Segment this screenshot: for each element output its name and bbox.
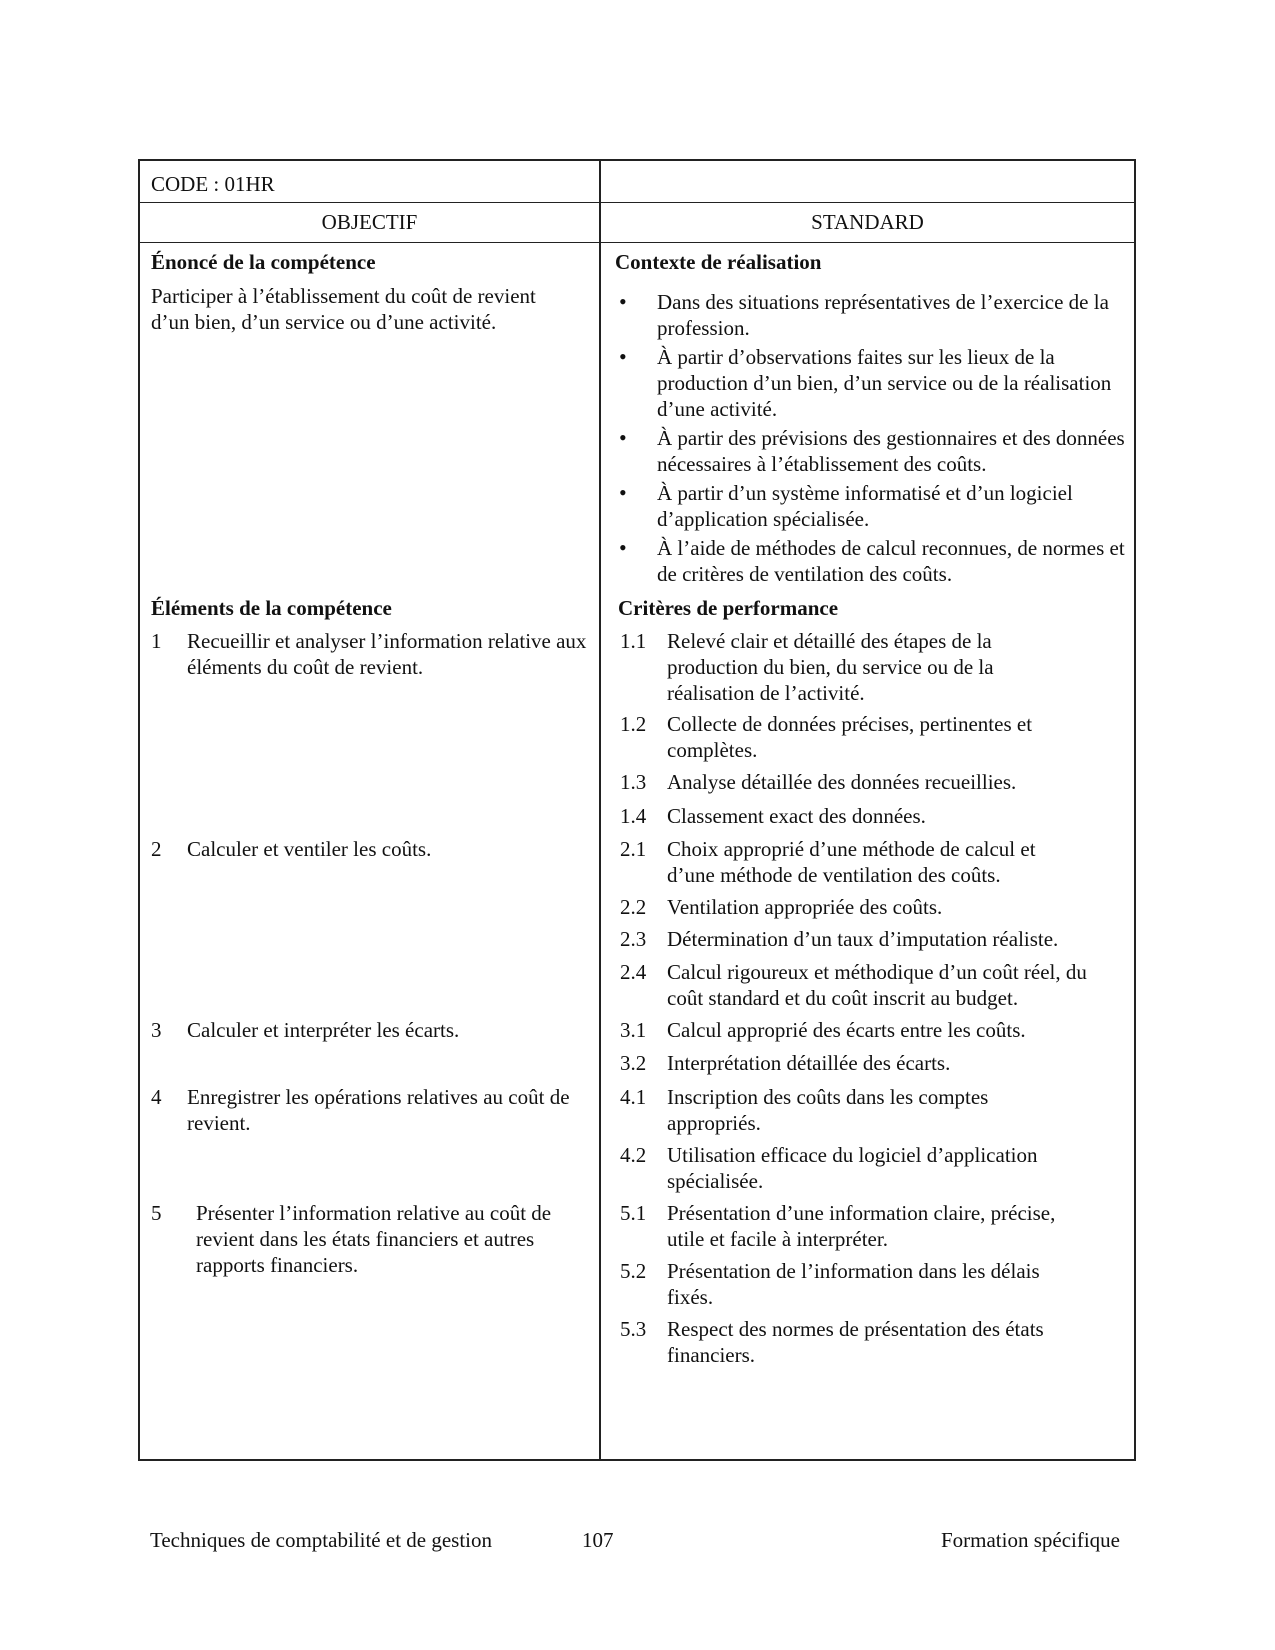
critere-text: Détermination d’un taux d’imputation réaliste. (667, 927, 1059, 951)
competency-table (138, 159, 1136, 1461)
critere-number: 5.1 (620, 1201, 647, 1225)
elements-title: Éléments de la compétence (151, 596, 392, 620)
critere-text: Interprétation détaillée des écarts. (667, 1051, 951, 1075)
critere-number: 5.3 (620, 1317, 647, 1341)
critere-number: 4.2 (620, 1143, 647, 1167)
element-text: Calculer et interpréter les écarts. (187, 1018, 460, 1042)
element-text: Enregistrer les opérations relatives au coût de revient. (187, 1085, 570, 1135)
criteres-title: Critères de performance (618, 596, 839, 620)
element-text: Présenter l’information relative au coût de revient dans les états financiers et autres rapports financiers. (196, 1201, 552, 1277)
critere-number: 1.1 (620, 629, 647, 653)
element-number: 3 (151, 1018, 162, 1042)
element-number: 5 (151, 1201, 162, 1225)
critere-number: 1.3 (620, 770, 647, 794)
critere-text: Analyse détaillée des données recueillies. (667, 770, 1017, 794)
footer-section: Formation spécifique (940, 1528, 1120, 1552)
critere-number: 3.1 (620, 1018, 647, 1042)
column-divider (599, 161, 601, 1459)
code-label: CODE : 01HR (151, 172, 275, 196)
critere-number: 2.1 (620, 837, 647, 861)
contexte-item: • Dans des situations représentatives de l’exercice de la profession. (615, 289, 1125, 341)
critere-number: 3.2 (620, 1051, 647, 1075)
critere-text: Inscription des coûts dans les comptes appropriés. (667, 1085, 989, 1135)
element-text: Calculer et ventiler les coûts. (187, 837, 432, 861)
critere-text: Respect des normes de présentation des états financiers. (667, 1317, 1044, 1367)
enonce-text: Participer à l’établissement du coût de revient d’un bien, d’un service ou d’une activité. (151, 284, 536, 334)
critere-number: 2.2 (620, 895, 647, 919)
element-number: 2 (151, 837, 162, 861)
critere-text: Relevé clair et détaillé des étapes de la production du bien, du service ou de la réalisation de l’activité. (667, 629, 994, 705)
row-divider-code (140, 202, 1134, 203)
critere-text: Présentation d’une information claire, précise, utile et facile à interpréter. (667, 1201, 1056, 1251)
enonce-title: Énoncé de la compétence (151, 250, 376, 274)
critere-text: Utilisation efficace du logiciel d’application spécialisée. (667, 1143, 1038, 1193)
contexte-item: • À partir d’observations faites sur les lieux de la production d’un bien, d’un service ou de la réalisation d’une activité. (615, 344, 1125, 422)
critere-number: 4.1 (620, 1085, 647, 1109)
critere-text: Choix approprié d’une méthode de calcul et d’une méthode de ventilation des coûts. (667, 837, 1036, 887)
critere-number: 2.4 (620, 960, 647, 984)
critere-number: 2.3 (620, 927, 647, 951)
row-divider-headers (140, 242, 1134, 243)
element-number: 1 (151, 629, 162, 653)
critere-text: Ventilation appropriée des coûts. (667, 895, 943, 919)
critere-number: 5.2 (620, 1259, 647, 1283)
header-standard: STANDARD (811, 210, 924, 234)
element-text: Recueillir et analyser l’information relative aux éléments du coût de revient. (187, 629, 587, 679)
critere-number: 1.4 (620, 804, 647, 828)
footer-program: Techniques de comptabilité et de gestion (150, 1528, 493, 1552)
header-objective: OBJECTIF (321, 210, 418, 234)
contexte-item: • À l’aide de méthodes de calcul reconnues, de normes et de critères de ventilation des coûts. (615, 535, 1125, 587)
critere-number: 1.2 (620, 712, 647, 736)
page-number: 107 (582, 1528, 614, 1552)
critere-text: Présentation de l’information dans les délais fixés. (667, 1259, 1040, 1309)
contexte-list (615, 289, 1125, 590)
element-number: 4 (151, 1085, 162, 1109)
critere-text: Collecte de données précises, pertinentes et complètes. (667, 712, 1033, 762)
contexte-title: Contexte de réalisation (615, 250, 822, 274)
critere-text: Calcul rigoureux et méthodique d’un coût réel, du coût standard et du coût inscrit au budget. (667, 960, 1087, 1010)
critere-text: Calcul approprié des écarts entre les coûts. (667, 1018, 1026, 1042)
contexte-item: • À partir d’un système informatisé et d’un logiciel d’application spécialisée. (615, 480, 1125, 532)
contexte-item: • À partir des prévisions des gestionnaires et des données nécessaires à l’établissement des coûts. (615, 425, 1125, 477)
critere-text: Classement exact des données. (667, 804, 926, 828)
